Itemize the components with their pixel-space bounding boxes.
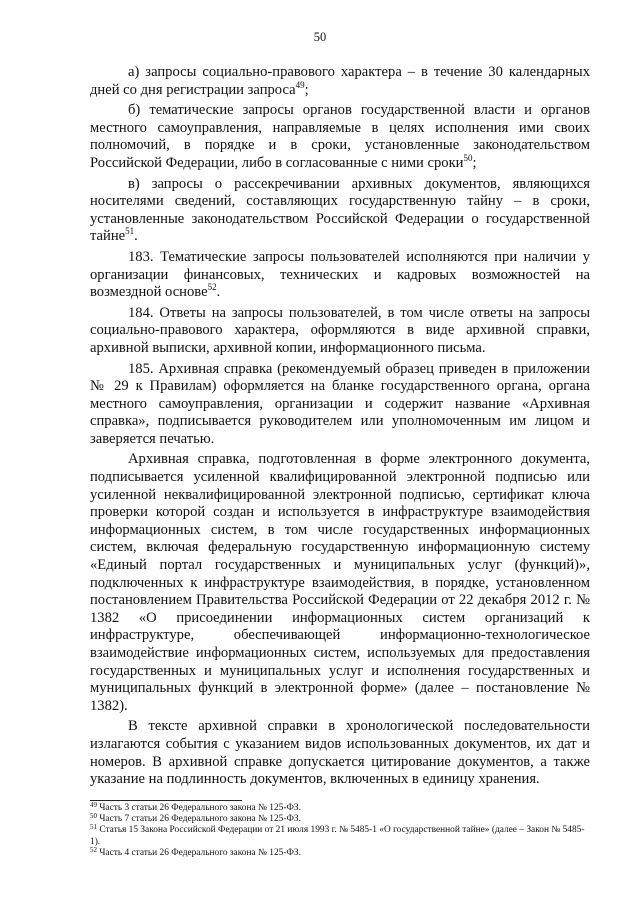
paragraph-chronology: В тексте архивной справки в хронологической последовательности излагаются события с указанием видов использованных документов, их дат и номеров. В архивной справке допускается цитирование документов, а также указание на подлинность документов, включенных в единицу хранения. (90, 718, 590, 788)
paragraph-tail: . (216, 284, 221, 301)
paragraph-b (90, 102, 590, 172)
paragraph-183 (90, 249, 590, 302)
footnote-51 (90, 825, 590, 847)
paragraph-a (90, 64, 590, 99)
paragraph-c (90, 176, 590, 246)
footnote-52 (90, 845, 590, 859)
footnote-divider (90, 800, 242, 801)
paragraph-text: 183. Тематические запросы пользователей исполняются при наличии у организации финансовых, технических и кадровых возможностей на возмездной основе (90, 248, 590, 301)
footnote-ref[interactable]: 52 (207, 282, 217, 293)
footnote-50 (90, 814, 590, 825)
footnotes (90, 803, 590, 859)
paragraph-text: б) тематические запросы органов государственной власти и органов местного самоуправления, направляемые в целях исполнения ими своих полномочий, в порядке и в сроки, установленные законодательством Российской Федерации, либо в согласованные с ними сроки (90, 102, 590, 171)
footnote-number: 49 (90, 801, 97, 809)
paragraph-tail: . (134, 228, 138, 245)
paragraph-184: 184. Ответы на запросы пользователей, в том числе ответы на запросы социально-правового характера, оформляются в виде архивной справки, архивной выписки, архивной копии, информационного письма. (90, 304, 590, 356)
footnote-ref[interactable]: 51 (125, 226, 135, 237)
footnote-text: Часть 4 статьи 26 Федерального закона № 125-ФЗ. (99, 847, 301, 858)
document-body (90, 64, 590, 789)
paragraph-text: в) запросы о рассекречивании архивных документов, являющихся носителями сведений, составляющих государственную тайну – в сроки, установленные законодательством Российской Федерации о государственной тайне (90, 175, 590, 245)
footnote-text: Статья 15 Закона Российской Федерации от 21 июля 1993 г. № 5485-1 «О государственной тайне» (далее – Закон № 5485-1). (90, 825, 585, 847)
footnote-text: Часть 7 статьи 26 Федерального закона № 125-ФЗ. (99, 814, 301, 825)
footnote-49 (90, 803, 590, 814)
footnote-text: Часть 3 статьи 26 Федерального закона № 125-ФЗ. (99, 803, 301, 813)
footnote-ref[interactable]: 50 (463, 152, 473, 163)
footnote-number: 52 (90, 845, 97, 854)
footnote-number: 50 (90, 812, 97, 821)
paragraph-185: 185. Архивная справка (рекомендуемый образец приведен в приложении № 29 к Правилам) оформляется на бланке государственного органа, органа местного самоуправления, организации и содержит название «Архивная справка», подписывается руководителем или уполномоченным им лицом и заверяется печатью. (90, 360, 590, 447)
footnote-ref[interactable]: 49 (295, 79, 305, 90)
paragraph-tail: ; (472, 154, 477, 171)
paragraph-text: а) запросы социально-правового характера – в течение 30 календарных дней со дня регистрации запроса (90, 64, 590, 98)
paragraph-tail: ; (304, 81, 309, 98)
page-number: 50 (313, 30, 327, 44)
footnote-number: 51 (90, 823, 97, 832)
paragraph-electronic-certificate: Архивная справка, подготовленная в форме электронного документа, подписывается усиленной квалифицированной электронной подписью или усиленной неквалифицированной электронной подписью, сертификат ключа проверки которой создан и используется в инфраструктуре взаимодействия информационных систем, в том числе государственных информационных систем, включая федеральную государственную информационную систему «Единый портал государственных и муниципальных услуг (функций)», подключенных к инфраструктуре взаимодействия, в порядке, установленном постановлением Правительства Российской Федерации от 22 декабря 2012 г. № 1382 «О присоединении информационных систем организаций к инфраструктуре, обеспечивающей информационно-технологическое взаимодействие информационных систем, используемых для предоставления государственных и муниципальных услуг и исполнения государственных и муниципальных функций в электронной форме» (далее – постановление № 1382). (90, 451, 590, 714)
